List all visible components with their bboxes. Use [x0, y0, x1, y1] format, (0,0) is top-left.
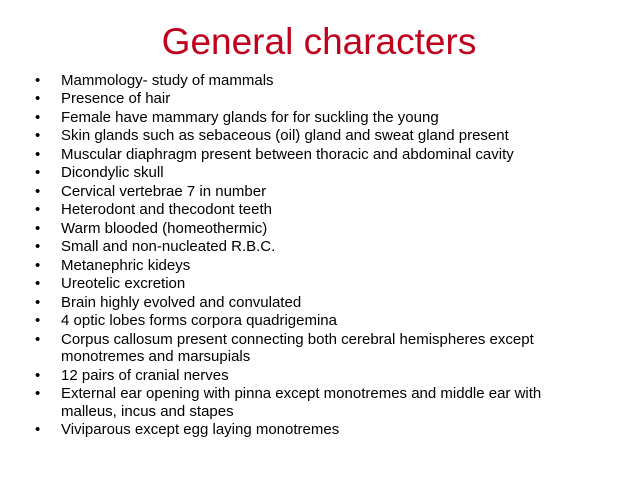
list-item-text: Cervical vertebrae 7 in number [61, 182, 267, 200]
bullet-icon: • [35, 421, 41, 439]
bullet-icon: • [35, 145, 41, 163]
bullet-icon: • [35, 312, 41, 330]
bullet-icon: • [35, 330, 41, 348]
list-item [35, 90, 595, 108]
list-item-text: Brain highly evolved and convulated [61, 293, 302, 311]
list-item-text: Skin glands such as sebaceous (oil) gland and sweat gland present [61, 127, 509, 145]
bullet-icon: • [35, 219, 41, 237]
list-item-text: Presence of hair [61, 90, 171, 108]
list-item [35, 238, 595, 256]
bullet-icon: • [35, 366, 41, 384]
list-item [35, 312, 595, 330]
bullet-icon: • [35, 385, 41, 403]
list-item-text: Dicondylic skull [61, 164, 164, 182]
bullet-icon: • [35, 201, 41, 219]
list-item-text: Heterodont and thecodont teeth [61, 201, 272, 219]
bullet-icon: • [35, 108, 41, 126]
list-item-text: Metanephric kideys [61, 256, 191, 274]
bullet-icon: • [35, 293, 41, 311]
list-item [35, 257, 595, 275]
bullet-list [35, 72, 595, 440]
bullet-icon: • [35, 238, 41, 256]
list-item [35, 385, 595, 420]
list-item-text: Female have mammary glands for for suckling the young [61, 108, 439, 126]
list-item-text: Viviparous except egg laying monotremes [61, 421, 340, 439]
bullet-icon: • [35, 256, 41, 274]
list-item-text: External ear opening with pinna except monotremes and middle ear with malleus, incus and stapes [61, 385, 542, 420]
list-item-text: 12 pairs of cranial nerves [61, 366, 229, 384]
list-item [35, 201, 595, 219]
bullet-icon: • [35, 72, 41, 89]
list-item [35, 367, 595, 385]
list-item-text: Corpus callosum present connecting both cerebral hemispheres except monotremes and marsupials [61, 330, 534, 366]
bullet-icon: • [35, 127, 41, 145]
list-item [35, 127, 595, 145]
slide-title: General characters [161, 21, 477, 62]
list-item [35, 72, 595, 90]
list-item-text: Ureotelic excretion [61, 275, 186, 293]
bullet-icon: • [35, 164, 41, 182]
list-item-text: Warm blooded (homeothermic) [61, 219, 268, 237]
list-item-text: Muscular diaphragm present between thoracic and abdominal cavity [61, 145, 514, 163]
list-item [35, 164, 595, 182]
bullet-icon: • [35, 90, 41, 108]
list-item-text: Small and non-nucleated R.B.C. [61, 238, 276, 256]
list-item-text: 4 optic lobes forms corpora quadrigemina [61, 312, 337, 330]
list-item [35, 294, 595, 312]
bullet-icon: • [35, 182, 41, 200]
list-item [35, 146, 595, 164]
bullet-icon: • [35, 275, 41, 293]
list-item-text: Mammology- study of mammals [61, 72, 274, 89]
list-item [35, 109, 595, 127]
list-item [35, 220, 595, 238]
list-item [35, 421, 595, 439]
list-item [35, 331, 595, 366]
list-item [35, 183, 595, 201]
list-item [35, 275, 595, 293]
